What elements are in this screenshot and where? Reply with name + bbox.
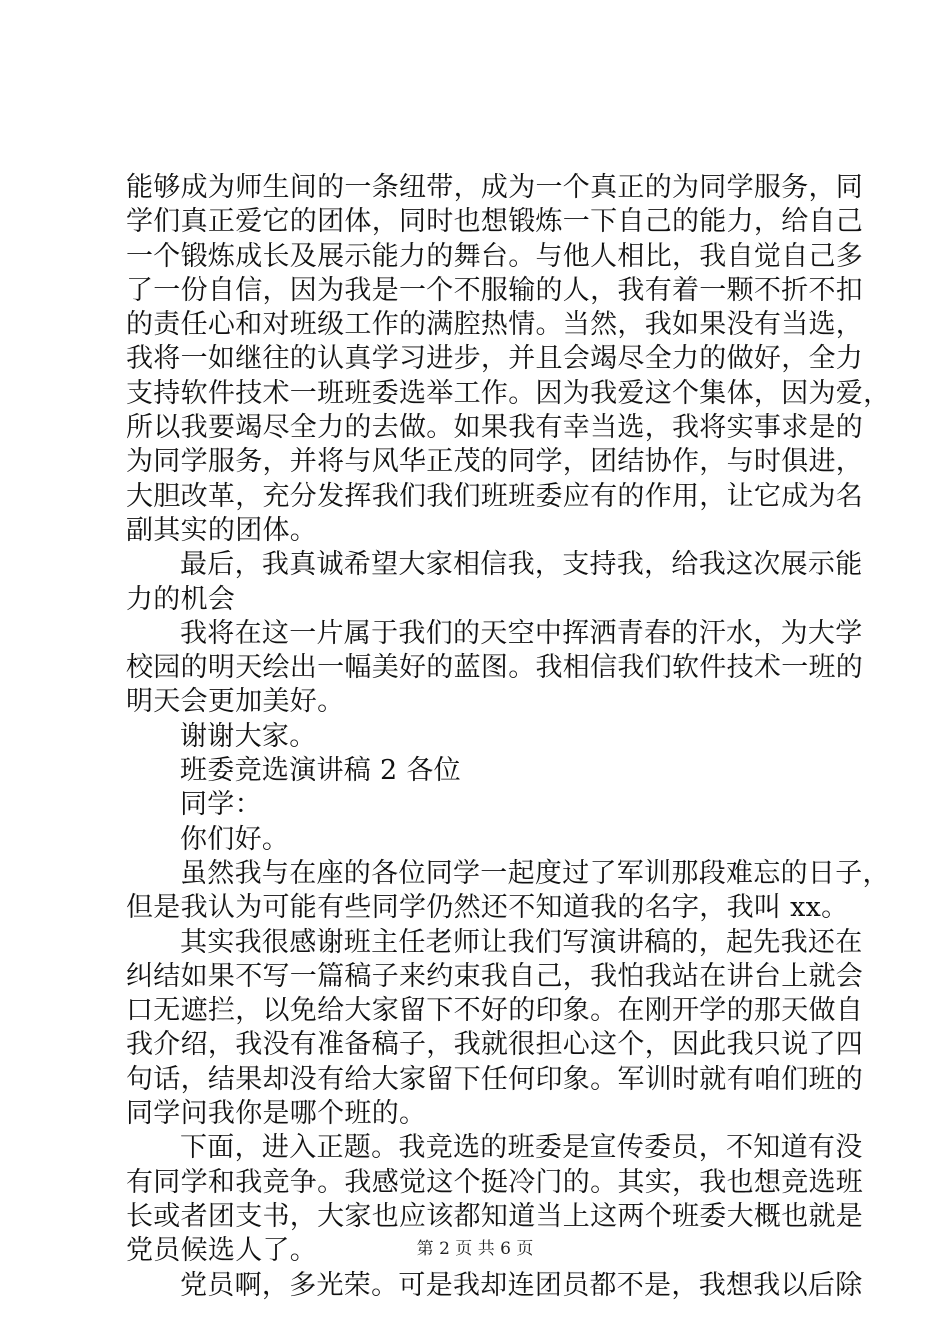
text-line: 最后，我真诚希望大家相信我，支持我，给我这次展示能 bbox=[180, 549, 863, 581]
text-line: 纠结如果不写一篇稿子来约束我自己，我怕我站在讲台上就会 bbox=[126, 960, 864, 992]
text-line: 有同学和我竞争。我感觉这个挺冷门的。其实，我也想竞选班 bbox=[126, 1166, 864, 1198]
page-footer: 第 2 页 共 6 页 bbox=[416, 1239, 534, 1259]
text-line: 句话，结果却没有给大家留下任何印象。军训时就有咱们班的 bbox=[126, 1063, 864, 1095]
text-line: 副其实的团体。 bbox=[126, 514, 318, 546]
text-line: 学们真正爱它的团体，同时也想锻炼一下自己的能力，给自己 bbox=[126, 206, 864, 238]
text-line: 口无遮拦，以免给大家留下不好的印象。在刚开学的那天做自 bbox=[126, 995, 864, 1027]
text-line: 党员啊，多光荣。可是我却连团员都不是，我想我以后除 bbox=[180, 1269, 863, 1301]
text-line: 虽然我与在座的各位同学一起度过了军训那段难忘的日子， bbox=[180, 857, 890, 889]
text-line: 力的机会 bbox=[126, 583, 236, 615]
text-line: 你们好。 bbox=[180, 823, 290, 855]
text-line: 其实我很感谢班主任老师让我们写演讲稿的，起先我还在 bbox=[180, 926, 863, 958]
text-line: 能够成为师生间的一条纽带，成为一个真正的为同学服务，同 bbox=[126, 172, 864, 203]
text-line: 长或者团支书，大家也应该都知道当上这两个班委大概也就是 bbox=[126, 1200, 864, 1232]
text-line: 班委竞选演讲稿 2 各位 bbox=[180, 755, 461, 787]
text-line: 为同学服务，并将与风华正茂的同学，团结协作，与时俱进， bbox=[126, 446, 864, 478]
text-line: 所以我要竭尽全力的去做。如果我有幸当选，我将实事求是的 bbox=[126, 412, 864, 444]
text-line: 我介绍，我没有准备稿子，我就很担心这个，因此我只说了四 bbox=[126, 1029, 864, 1061]
text-line: 同学问我你是哪个班的。 bbox=[126, 1098, 427, 1130]
text-line: 的责任心和对班级工作的满腔热情。当然，我如果没有当选， bbox=[126, 309, 864, 341]
text-line: 校园的明天绘出一幅美好的蓝图。我相信我们软件技术一班的 bbox=[126, 652, 864, 684]
text-line: 了一份自信，因为我是一个不服输的人，我有着一颗不折不扣 bbox=[126, 274, 864, 306]
text-line: 党员候选人了。 bbox=[126, 1235, 318, 1267]
text-line: 但是我认为可能有些同学仍然还不知道我的名字，我叫 xx。 bbox=[126, 892, 849, 924]
text-line: 谢谢大家。 bbox=[180, 720, 317, 752]
document-body bbox=[126, 171, 891, 1303]
text-line: 大胆改革，充分发挥我们我们班班委应有的作用，让它成为名 bbox=[126, 480, 864, 512]
text-line: 下面，进入正题。我竞选的班委是宣传委员，不知道有没 bbox=[180, 1132, 863, 1164]
text-line: 同学： bbox=[180, 789, 262, 821]
text-line: 支持软件技术一班班委选举工作。因为我爱这个集体，因为爱， bbox=[126, 377, 891, 409]
text-line: 我将在这一片属于我们的天空中挥洒青春的汗水，为大学 bbox=[180, 617, 863, 649]
text-line: 一个锻炼成长及展示能力的舞台。与他人相比，我自觉自己多 bbox=[126, 240, 864, 272]
text-line: 我将一如继往的认真学习进步，并且会竭尽全力的做好，全力 bbox=[126, 343, 864, 375]
text-line: 明天会更加美好。 bbox=[126, 686, 345, 718]
